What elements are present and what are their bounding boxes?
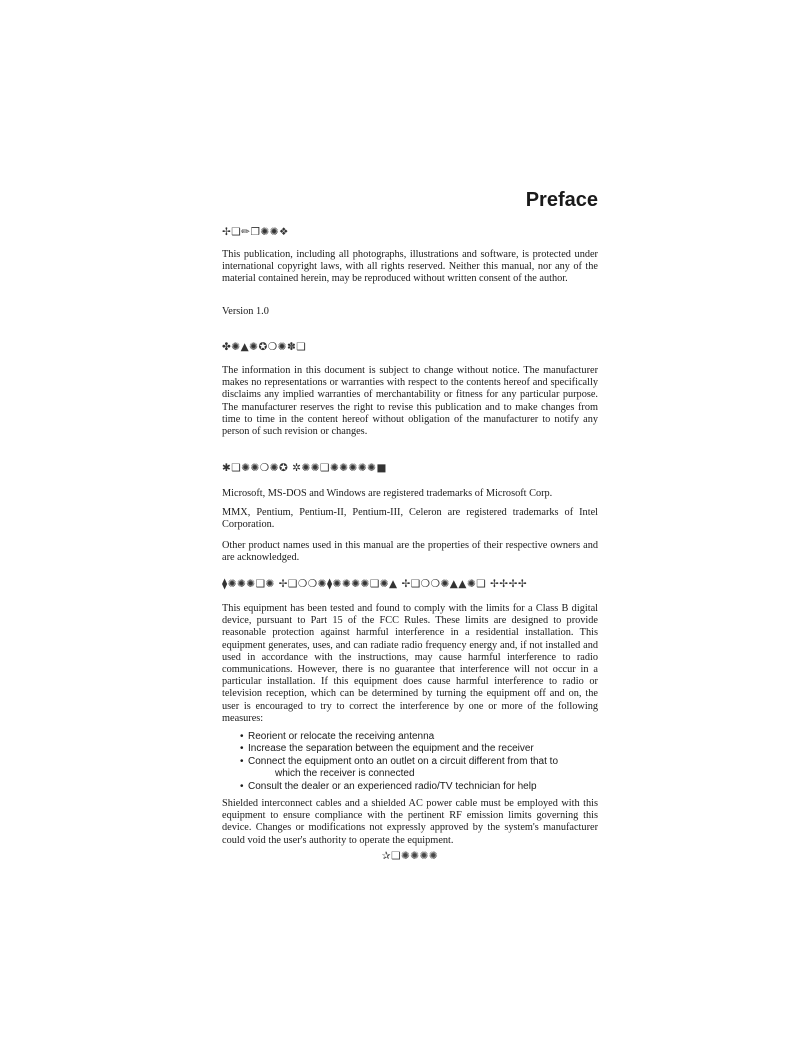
fcc-measures-list (240, 731, 598, 793)
version-text: Version 1.0 (222, 306, 269, 317)
trademark-paragraph-1: Microsoft, MS-DOS and Windows are registered trademarks of Microsoft Corp. (222, 488, 553, 499)
list-item: • Increase the separation between the equipment and the receiver (240, 743, 598, 755)
list-item: • Connect the equipment onto an outlet on a circuit different from that to which the receiver is connected (240, 756, 598, 781)
trademark-paragraph-2: MMX, Pentium, Pentium-II, Pentium-III, Celeron are registered trademarks of Intel Corporation. (222, 507, 598, 531)
page-title: Preface (525, 189, 598, 211)
fcc-closing-paragraph: Shielded interconnect cables and a shielded AC power cable must be employed with this equipment to ensure compliance with the pertinent RF emission limits governing this device. Changes or modifications not expressly approved by the system's manufacturer could void the user's authority to operate the equipment. (222, 798, 598, 846)
trademark-paragraph-3: Other product names used in this manual are the properties of their respective owners and are acknowledged. (222, 540, 598, 564)
preface-page (222, 0, 598, 1037)
fcc-paragraph: This equipment has been tested and found to comply with the limits for a Class B digital device, pursuant to Part 15 of the FCC Rules. These limits are designed to provide reasonable protection against harmful interference in a residential installation. This equipment generates, uses, and can radiate radio frequency energy and, if not installed and used in accordance with the instructions, may cause harmful interference to radio communications. However, there is no guarantee that interference will not occur in a particular installation. If this equipment does cause harmful interference to radio or television reception, which can be determined by turning the equipment off and on, the user is encouraged to try to correct the interference by one or more of the following measures: (222, 603, 598, 724)
disclaimer-paragraph: The information in this document is subject to change without notice. The manufacturer makes no representations or warranties with respect to the contents hereof and specifically disclaims any implied warranties of merchantability or fitness for any particular purpose. The manufacturer reserves the right to revise this publication and to make changes from time to time in the content hereof without obligation of the manufacturer to notify any person of such revision or changes. (222, 365, 598, 438)
list-item: • Reorient or relocate the receiving antenna (240, 731, 598, 743)
page-footer: ✰❑✺✺✺✺ (381, 850, 439, 862)
copyright-paragraph: This publication, including all photographs, illustrations and software, is protected under international copyright laws, with all rights reserved. Neither this manual, nor any of the material contained herein, may be reproduced without written consent of the author. (222, 249, 598, 285)
list-item-continuation: which the receiver is connected (275, 768, 415, 780)
fcc-heading: ⧫✺✺✺❑✺ ✢❑❍❍✺⧫✺✺✺✺❑✺▲ ✢❑❍❍✺▲▲✺❑ ✢✢✢✢ (222, 578, 528, 590)
disclaimer-heading: ✤✺▲✺✪❍✺✽❑ (222, 341, 307, 353)
copyright-heading: ✢❑✏❐✺✺❖ (222, 226, 289, 238)
list-item: • Consult the dealer or an experienced radio/TV technician for help (240, 781, 598, 793)
trademark-heading: ✱❑✺✺❍✺✪ ✲✺✺❑✺✺✺✺✺■ (222, 462, 387, 474)
